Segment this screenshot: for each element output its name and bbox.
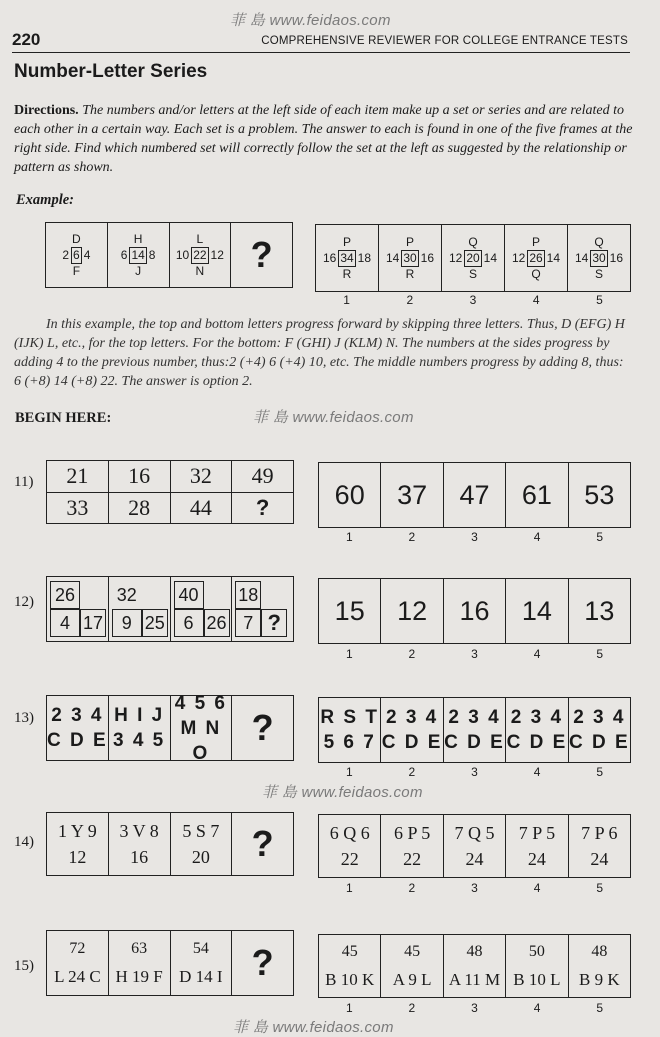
left-number: 2 <box>62 247 70 262</box>
item-14-options <box>318 814 631 878</box>
middle-number: 14 <box>131 247 145 262</box>
top-number: 21 <box>47 461 108 493</box>
right-number: 14 <box>546 250 561 265</box>
bottom-letter: J <box>135 263 142 278</box>
line-2: C D E <box>47 730 108 751</box>
item-15-label: 15) <box>14 958 34 974</box>
line-1: 7 P 5 <box>518 823 556 843</box>
question-mark: ? <box>261 609 287 637</box>
item-12-cell <box>231 577 293 641</box>
item-13-question-mark-cell <box>231 696 293 760</box>
running-title: COMPREHENSIVE REVIEWER FOR COLLEGE ENTRANCE TESTS <box>261 35 628 47</box>
question-mark: ? <box>251 942 274 983</box>
middle-number: 20 <box>466 250 480 265</box>
line-1: H I J <box>114 705 165 726</box>
option-number: 1 <box>343 293 350 307</box>
line-2: A 11 M <box>448 970 501 989</box>
option-number: 4 <box>533 647 541 661</box>
top-number: 18 <box>235 581 261 609</box>
top-letter: P <box>405 234 414 249</box>
item-14-option-4[interactable] <box>505 815 567 877</box>
line-1: 72 <box>69 940 86 957</box>
middle-number: 26 <box>529 250 543 265</box>
line-2: C D E <box>506 732 568 753</box>
example-option-frames <box>315 224 631 292</box>
item-12-options <box>318 578 631 644</box>
item-14-option-numbers <box>318 881 631 895</box>
directions-text: The numbers and/or letters at the left side of each item make up a set or series and are related to each other in a certain way. Each set is a problem. The answer to each is found in one of the five frames at the right side. Find which numbered set will correctly follow the set at the left as suggested by the relationship or pattern as shown. <box>14 103 633 175</box>
directions <box>14 101 634 177</box>
option-number: 3 <box>469 293 477 307</box>
item-15-options <box>318 934 631 998</box>
option-number: 1 <box>345 647 353 661</box>
option-number: 2 <box>408 1001 416 1015</box>
line-2: 12 <box>68 847 87 867</box>
bottom-letter: R <box>342 266 352 281</box>
item-11-cell <box>231 461 293 523</box>
left-number: 10 <box>175 247 190 262</box>
bottom-right-number: 25 <box>142 609 168 637</box>
option-number: 3 <box>471 530 478 544</box>
option-number: 4 <box>533 530 541 544</box>
option-number: 4 <box>533 881 541 895</box>
example-option-1[interactable] <box>316 225 378 291</box>
option-number: 5 <box>596 881 604 895</box>
line-1: 63 <box>131 940 148 957</box>
page-number: 220 <box>12 30 41 49</box>
item-15-option-numbers <box>318 1001 631 1015</box>
example-option-2[interactable] <box>378 225 441 291</box>
line-1: 6 P 5 <box>393 823 431 843</box>
example-question-cell <box>46 223 107 287</box>
item-12-cell <box>170 577 232 641</box>
bottom-letter: R <box>405 266 415 281</box>
line-1: 2 3 4 <box>448 707 501 728</box>
item-11-label: 11) <box>14 474 34 490</box>
line-2: 5 6 7 <box>323 732 376 753</box>
top-letter: P <box>342 234 351 249</box>
option-number: 1 <box>345 765 353 779</box>
bottom-left-number: 9 <box>112 609 142 637</box>
item-15-question <box>46 930 294 996</box>
line-2: C D E <box>381 732 443 753</box>
option-number: 1 <box>345 1001 353 1015</box>
bottom-letter: Q <box>531 266 541 281</box>
top-number: 40 <box>174 581 204 609</box>
item-11-option-3[interactable]: 47 <box>443 463 505 527</box>
line-1: 45 <box>341 943 358 960</box>
line-2: H 19 F <box>115 967 163 986</box>
line-2: 22 <box>340 849 359 869</box>
item-13-option-2[interactable] <box>380 698 442 762</box>
left-number: 14 <box>385 250 400 265</box>
item-11-option-5[interactable]: 53 <box>568 463 630 527</box>
line-2: 20 <box>191 847 210 867</box>
option-number: 1 <box>345 530 353 544</box>
top-letter: L <box>196 231 204 246</box>
right-number: 12 <box>210 247 224 262</box>
example-question-mark-cell <box>230 223 292 287</box>
item-15-cell <box>47 931 108 995</box>
top-letter: P <box>531 234 540 249</box>
begin-here-label: BEGIN HERE: <box>15 410 112 426</box>
item-11-option-4[interactable]: 61 <box>505 463 567 527</box>
option-number: 4 <box>532 293 540 307</box>
line-1: 7 Q 5 <box>454 823 495 843</box>
line-1: 3 V 8 <box>119 821 159 841</box>
item-14-question-mark-cell <box>231 813 293 875</box>
item-11-option-2[interactable]: 37 <box>380 463 442 527</box>
left-number: 6 <box>120 247 128 262</box>
item-13-option-1[interactable] <box>319 698 380 762</box>
middle-number: 34 <box>340 250 354 265</box>
line-1: 45 <box>404 943 421 960</box>
item-15-option-5[interactable] <box>568 935 630 997</box>
item-14-label: 14) <box>14 834 34 850</box>
line-1: 48 <box>466 943 483 960</box>
watermark: 菲 島 www.feidaos.com <box>262 784 423 801</box>
line-1: 2 3 4 <box>385 707 439 728</box>
line-2: B 9 K <box>579 970 620 989</box>
line-2: D 14 I <box>179 967 223 986</box>
item-15-option-1[interactable] <box>319 935 380 997</box>
item-14-cell <box>108 813 170 875</box>
item-13-option-4[interactable] <box>505 698 567 762</box>
right-number: 16 <box>609 250 624 265</box>
line-2: B 10 K <box>325 970 375 989</box>
item-11-question <box>46 460 294 524</box>
item-15-option-4[interactable] <box>505 935 567 997</box>
bottom-letter: F <box>72 263 81 278</box>
middle-number: 6 <box>73 247 80 262</box>
directions-label: Directions. <box>14 103 79 118</box>
right-number: 14 <box>483 250 498 265</box>
item-13-question <box>46 692 294 764</box>
item-13-cell <box>47 696 108 760</box>
item-12-option-1[interactable]: 15 <box>334 595 365 626</box>
option-number: 3 <box>471 765 478 779</box>
item-12-question <box>46 576 294 642</box>
option-number: 5 <box>596 530 604 544</box>
item-12-option-3[interactable]: 16 <box>443 579 505 643</box>
question-mark: ? <box>251 823 274 864</box>
line-2: 24 <box>590 849 609 869</box>
line-2: A 9 L <box>392 970 432 989</box>
top-number: 32 <box>116 584 137 605</box>
item-13-options <box>318 697 631 763</box>
item-11-cell <box>170 461 232 523</box>
option-number: 1 <box>345 881 353 895</box>
line-2: 24 <box>527 849 546 869</box>
question-mark: ? <box>250 234 273 275</box>
watermark: 菲 島 www.feidaos.com <box>233 1019 394 1036</box>
line-1: R S T <box>320 707 379 728</box>
item-11-cell <box>47 461 108 523</box>
bottom-number: 44 <box>189 494 212 520</box>
example-question-frames <box>45 222 293 288</box>
item-13-option-numbers <box>318 765 631 779</box>
option-number: 3 <box>471 647 478 661</box>
item-11-cell <box>108 461 170 523</box>
line-1: 2 3 4 <box>573 707 626 728</box>
top-number: 49 <box>232 461 293 493</box>
right-number: 8 <box>148 247 156 262</box>
watermark: 菲 島 www.feidaos.com <box>230 12 391 29</box>
top-number: 16 <box>109 461 170 493</box>
top-number: 26 <box>50 581 80 609</box>
item-12-option-4[interactable]: 14 <box>505 579 567 643</box>
item-12-label: 12) <box>14 594 34 610</box>
item-14-option-5[interactable] <box>568 815 630 877</box>
line-1: 54 <box>192 940 209 957</box>
item-15-question-mark-cell <box>231 931 293 995</box>
item-15-cell <box>170 931 232 995</box>
top-letter: H <box>133 231 143 246</box>
item-13-cell <box>170 692 232 764</box>
example-explanation: In this example, the top and bottom letters progress forward by skipping three letters. Thus, D (EFG) H (IJK) L, etc., for the top letters. For the bottom: F (GHI) J (KLM) N. The numbers at the sides progress by adding 4 to the previous number, thus:2 (+4) 6 (+4) 10, etc. The middle numbers progress by adding 8, thus: 6 (+8) 14 (+8) 22. The answer is option 2. <box>14 317 625 389</box>
top-letter: Q <box>594 234 604 249</box>
top-letter: D <box>72 231 81 246</box>
item-14-cell <box>47 813 108 875</box>
example-option-5[interactable] <box>567 225 630 291</box>
bottom-left-number: 7 <box>235 609 261 637</box>
question-mark: ? <box>255 494 270 520</box>
example-label: Example: <box>16 192 74 208</box>
option-number: 4 <box>533 1001 541 1015</box>
item-14-option-3[interactable] <box>443 815 505 877</box>
example-question-cell <box>107 223 169 287</box>
top-number: 32 <box>171 461 232 493</box>
bottom-letter: N <box>195 263 205 278</box>
item-15-cell <box>108 931 170 995</box>
option-number: 2 <box>408 765 416 779</box>
item-14-cell <box>170 813 232 875</box>
line-2: L 24 C <box>54 967 101 986</box>
item-13-option-3[interactable] <box>443 698 505 762</box>
line-2: B 10 L <box>513 970 561 989</box>
left-number: 12 <box>448 250 463 265</box>
left-number: 14 <box>574 250 589 265</box>
line-1: 5 S 7 <box>182 821 220 841</box>
item-13-option-5[interactable] <box>568 698 630 762</box>
line-2: C D E <box>444 732 505 753</box>
example-option-numbers <box>315 293 631 307</box>
left-number: 16 <box>322 250 337 265</box>
line-2: 24 <box>465 849 484 869</box>
right-number: 18 <box>357 250 372 265</box>
line-1: 1 Y 9 <box>58 821 97 841</box>
option-number: 5 <box>596 765 604 779</box>
line-2: 22 <box>403 849 422 869</box>
option-number: 2 <box>408 881 416 895</box>
bottom-number: 28 <box>128 494 151 520</box>
option-number: 2 <box>408 647 416 661</box>
bottom-left-number: 6 <box>174 609 204 637</box>
line-1: 50 <box>528 943 545 960</box>
item-15-option-2[interactable] <box>380 935 442 997</box>
line-1: 4 5 6 <box>174 692 227 714</box>
bottom-letter: S <box>594 266 603 281</box>
item-11-option-1[interactable]: 60 <box>334 479 365 510</box>
item-12-cell <box>47 577 108 641</box>
bottom-left-number: 4 <box>50 609 80 637</box>
item-11-options <box>318 462 631 528</box>
item-12-option-2[interactable]: 12 <box>380 579 442 643</box>
example-option-4[interactable] <box>504 225 567 291</box>
bottom-right-number: 17 <box>80 609 106 637</box>
example-question-cell <box>169 223 231 287</box>
middle-number: 22 <box>193 247 207 262</box>
right-number: 4 <box>83 247 91 262</box>
example-option-3[interactable] <box>441 225 504 291</box>
option-number: 2 <box>406 293 414 307</box>
item-13-cell <box>108 696 170 760</box>
item-14-option-1[interactable] <box>319 815 380 877</box>
item-12-option-numbers <box>318 647 631 661</box>
line-1: 7 P 6 <box>581 823 618 843</box>
item-14-question <box>46 812 294 876</box>
line-1: 48 <box>591 943 608 960</box>
right-number: 16 <box>420 250 435 265</box>
left-number: 12 <box>511 250 526 265</box>
item-14-option-2[interactable] <box>380 815 442 877</box>
line-2: C D E <box>568 732 630 753</box>
line-2: 16 <box>130 847 149 867</box>
option-number: 3 <box>471 1001 478 1015</box>
middle-number: 30 <box>592 250 606 265</box>
item-11-option-numbers <box>318 530 631 544</box>
line-1: 2 3 4 <box>51 705 104 726</box>
line-1: 6 Q 6 <box>329 823 370 843</box>
bottom-right-number: 26 <box>204 609 230 637</box>
line-1: 2 3 4 <box>510 707 564 728</box>
option-number: 3 <box>471 881 478 895</box>
line-2: M N O <box>180 717 222 764</box>
item-12-cell <box>108 577 170 641</box>
option-number: 2 <box>408 530 416 544</box>
item-13-label: 13) <box>14 710 34 726</box>
option-number: 5 <box>596 647 604 661</box>
top-letter: Q <box>468 234 478 249</box>
bottom-letter: S <box>468 266 477 281</box>
watermark: 菲 島 www.feidaos.com <box>253 409 414 426</box>
item-12-option-5[interactable]: 13 <box>568 579 630 643</box>
question-mark: ? <box>251 707 274 748</box>
line-2: 3 4 5 <box>112 730 166 751</box>
option-number: 5 <box>596 1001 604 1015</box>
header-rule <box>12 52 630 53</box>
bottom-number: 33 <box>66 494 89 520</box>
option-number: 4 <box>533 765 541 779</box>
item-15-option-3[interactable] <box>443 935 505 997</box>
middle-number: 30 <box>403 250 417 265</box>
section-title: Number-Letter Series <box>14 61 208 82</box>
option-number: 5 <box>596 293 603 307</box>
